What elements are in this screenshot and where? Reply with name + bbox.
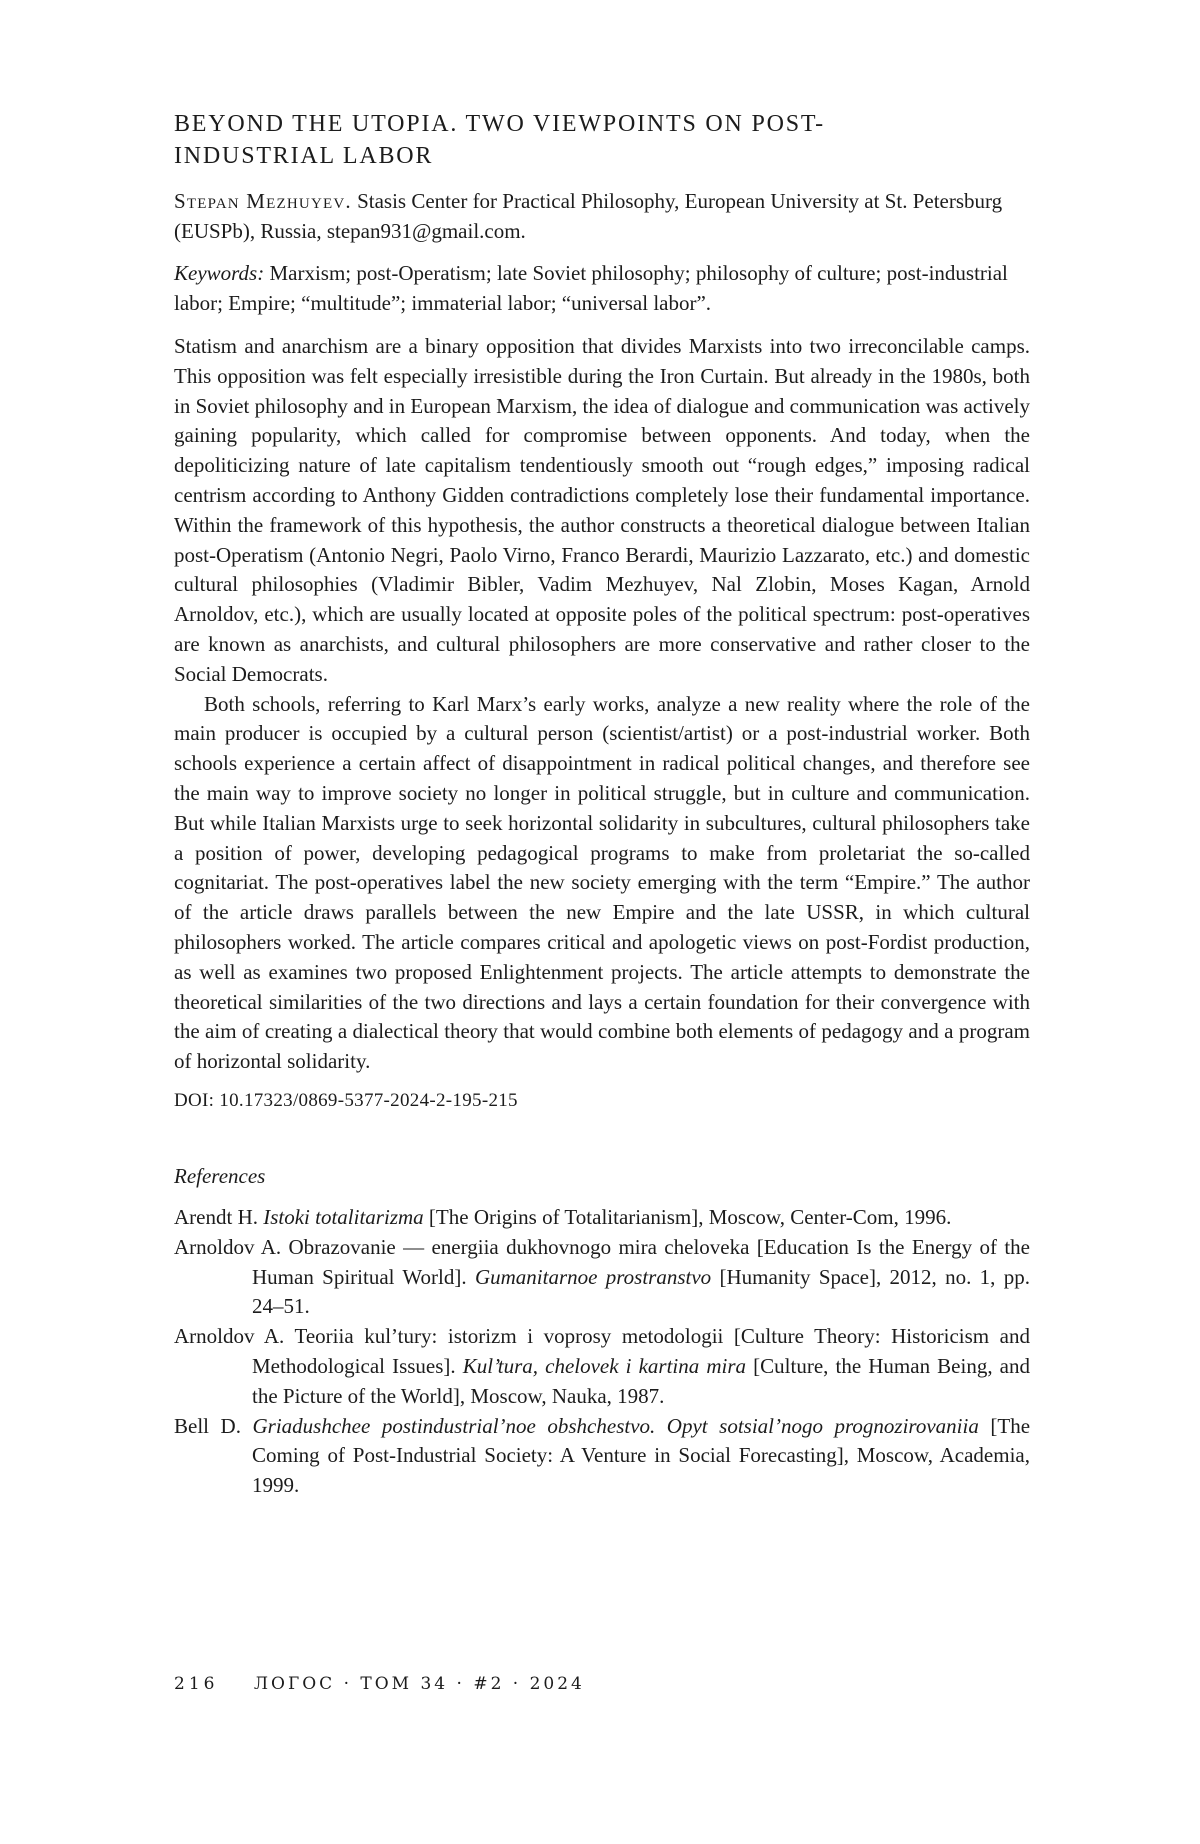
references-list — [174, 1203, 1030, 1501]
reference-details: [The Coming of Post-Industrial Society: A Venture in Social Forecasting], Moscow, Academia, 1999. — [252, 1413, 1031, 1498]
reference-author: Bell D. — [174, 1413, 241, 1438]
reference-item — [174, 1412, 1030, 1501]
page-number: 216 — [174, 1674, 219, 1694]
page-content — [174, 108, 1030, 1501]
author-affiliation: Stasis Center for Practical Philosophy, European University at St. Petersburg (EUSPb), Russia, stepan931@gmail.com. — [174, 189, 1003, 243]
reference-details: [The Origins of Totalitarianism], Moscow, Center-Com, 1996. — [428, 1204, 952, 1229]
reference-book: Kul’tura, chelovek i kartina mira — [462, 1353, 747, 1378]
reference-details: [Culture, the Human Being, and the Picture of the World], Moscow, Nauka, 1987. — [252, 1353, 1031, 1408]
abstract-paragraph-2: Both schools, referring to Karl Marx’s early works, analyze a new reality where the role of the main producer is occupied by a cultural person (scientist/artist) or a post-industrial worker. Both schools experience a certain affect of disappointment in radical political changes, and therefore see the main way to improve society no longer in political struggle, but in culture and communication. But while Italian Marxists urge to seek horizontal solidarity in subcultures, cultural philosophers take a position of power, developing pedagogical programs to make from proletariat the so-called cognitariat. The post-operatives label the new society emerging with the term “Empire.” The author of the article draws parallels between the new Empire and the late USSR, in which cultural philosophers worked. The article compares critical and apologetic views on post-Fordist production, as well as examines two proposed Enlightenment projects. The article attempts to demonstrate the theoretical similarities of the two directions and lays a certain foundation for their convergence with the aim of creating a dialectical theory that would combine both elements of pedagogy and a program of horizontal solidarity. — [174, 691, 1030, 1074]
reference-text: Arnoldov A. Teoriia kul’tury: istorizm i voprosy metodologii [Culture Theory: Historicism and Methodological Issues]. — [174, 1324, 1030, 1378]
reference-title: Griadushchee postindustrial’noe obshchestvo. Opyt sotsial’nogo prognozirovaniia — [252, 1413, 979, 1438]
abstract-paragraph-1: Statism and anarchism are a binary opposition that divides Marxists into two irreconcilable camps. This opposition was felt especially irresistible during the Iron Curtain. But already in the 1980s, both in Soviet philosophy and in European Marxism, the idea of dialogue and communication was actively gaining popularity, which called for compromise between opponents. And today, when the depoliticizing nature of late capitalism tendentiously smooth out “rough edges,” imposing radical centrism according to Anthony Gidden contradictions completely lose their fundamental importance. Within the framework of this hypothesis, the author constructs a theoretical dialogue between Italian post-Operatism (Antonio Negri, Paolo Virno, Franco Berardi, Maurizio Lazzarato, etc.) and domestic cultural philosophies (Vladimir Bibler, Vadim Mezhuyev, Nal Zlobin, Moses Kagan, Arnold Arnoldov, etc.), which are usually located at opposite poles of the political spectrum: post-operatives are known as anarchists, and cultural philosophers are more conservative and rather closer to the Social Democrats. — [174, 334, 1030, 686]
references-heading: References — [174, 1163, 266, 1188]
reference-author: Arendt H. — [174, 1204, 258, 1229]
keywords — [174, 258, 1030, 318]
reference-text: Arnoldov A. Obrazovanie — energiia dukhovnogo mira cheloveka [Education Is the Energy of the Human Spiritual World]. — [174, 1234, 1030, 1289]
reference-item — [174, 1322, 1030, 1411]
reference-title: Istoki totalitarizma — [263, 1204, 424, 1229]
author-info — [174, 186, 1030, 246]
article-title: BEYOND THE UTOPIA. TWO VIEWPOINTS ON POST-INDUSTRIAL LABOR — [174, 111, 825, 169]
abstract — [174, 332, 1030, 1077]
page-footer — [174, 1674, 585, 1694]
reference-item — [174, 1203, 1030, 1233]
reference-item — [174, 1233, 1030, 1322]
reference-journal: Gumanitarnoe prostranstvo — [474, 1264, 712, 1289]
keywords-list: Marxism; post-Operatism; late Soviet philosophy; philosophy of culture; post-industrial labor; Empire; “multitude”; immaterial labor; “universal labor”. — [174, 261, 1008, 315]
reference-details: [Humanity Space], 2012, no. 1, pp. 24–51. — [252, 1264, 1031, 1319]
doi: DOI: 10.17323/0869-5377-2024-2-195-215 — [174, 1089, 518, 1111]
author-name: Stepan Mezhuyev. — [174, 189, 352, 213]
journal-running-footer: ЛОГОС · ТОМ 34 · #2 · 2024 — [253, 1674, 585, 1694]
keywords-label: Keywords: — [174, 261, 265, 285]
